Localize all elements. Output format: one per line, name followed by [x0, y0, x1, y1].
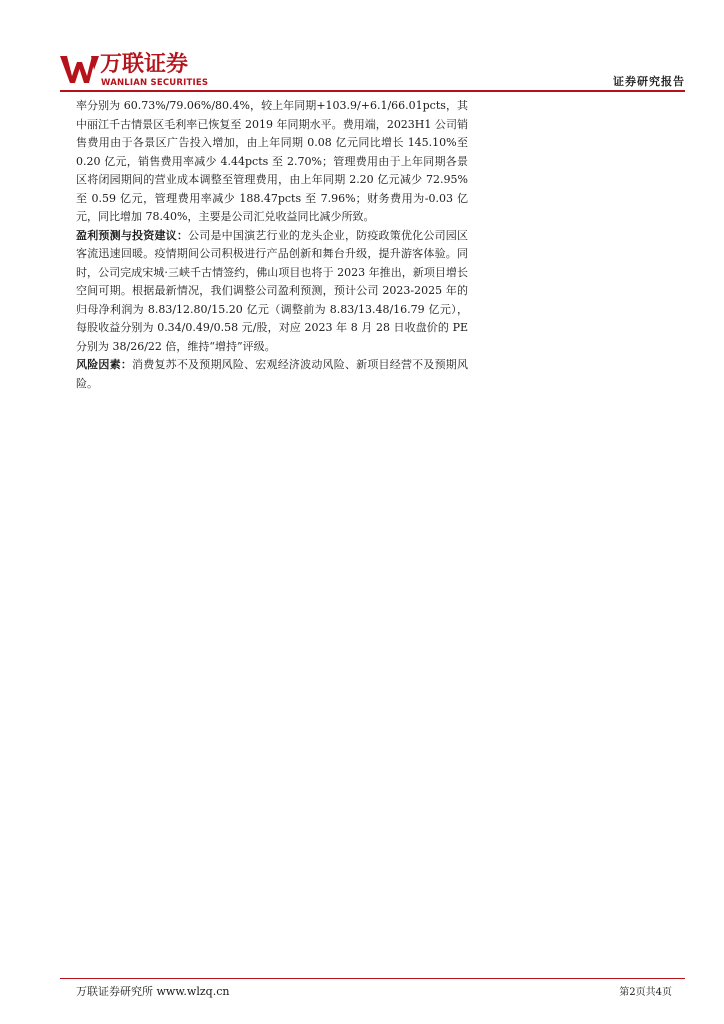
forecast-heading: 盈利预测与投资建议：: [76, 228, 189, 242]
report-body: [76, 97, 468, 393]
wanlian-logo-mark-icon: [60, 54, 100, 84]
forecast-text: 公司是中国演艺行业的龙头企业，防疫政策优化公司园区客流迅速回暖。疫情期间公司积极进行产品创新和舞台升级，提升游客体验。同时，公司完成宋城·三峡千古情签约，佛山项目也将于 2023 年推出，新项目增长空间可期。根据最新情况，我们调整公司盈利预测，预计公司 2023-2025 年的归母净利润为 8.83/12.80/15.20 亿元（调整前为 8.83/13.48/16.79 亿元），每股收益分别为 0.34/0.49/0.58 元/股，对应 2023 年 8 月 28 日收盘价的 PE 分别为 38/26/22 倍，维持“增持”评级。: [76, 228, 469, 353]
page-number: 第2页共4页: [619, 987, 672, 998]
report-type-label: 证券研究报告: [613, 75, 685, 88]
company-logo: [60, 52, 210, 88]
footer-source: 万联证券研究所 www.wlzq.cn: [76, 985, 230, 998]
risk-heading: 风险因素：: [76, 358, 133, 371]
paragraph-expenses: 率分别为 60.73%/79.06%/80.4%，较上年同期+103.9/+6.1/66.01pcts，其中丽江千古情景区毛利率已恢复至 2019 年同期水平。费用端，2023H1 公司销售费用由于各景区广告投入增加，由上年同期 0.08 亿元同比增长 145.10%至 0.20 亿元，销售费用率减少 4.44pcts 至 2.70%；管理费用由于上年同期各景区将闭园期间的营业成本调整至管理费用，由上年同期 2.20 亿元减少 72.95%至 0.59 亿元，管理费用率减少 188.47pcts 至 7.96%；财务费用为-0.03 亿元，同比增加 78.40%，主要是公司汇兑收益同比减少所致。: [76, 99, 468, 223]
header-divider: [60, 90, 685, 92]
page-header: [60, 52, 685, 92]
logo-text-en: WANLIAN SECURITIES: [101, 78, 209, 88]
logo-text-cn: 万联证券: [100, 52, 189, 77]
footer-divider: [60, 978, 685, 979]
paragraph-risks: [76, 356, 468, 393]
risk-text: 消费复苏不及预期风险、宏观经济波动风险、新项目经营不及预期风险。: [76, 358, 468, 390]
paragraph-forecast: [76, 227, 468, 357]
